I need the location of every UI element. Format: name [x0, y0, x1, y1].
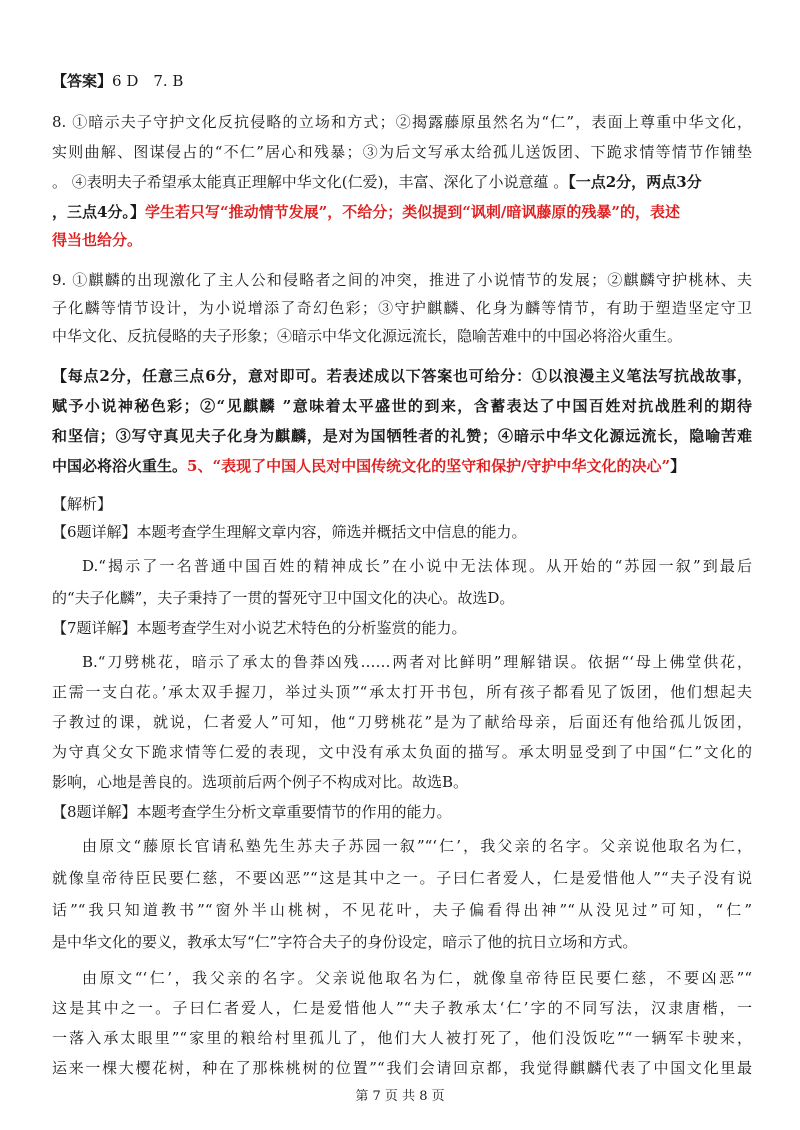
q8-detail-title: 【8题详解】本题考查学生分析文章重要情节的作用的能力。 — [52, 803, 452, 821]
score-note-line-4-text: 中国必将浴火重生。 — [52, 457, 188, 475]
answer-value: 6 D 7. B — [112, 72, 184, 90]
q9-line-1: 9. ①麒麟的出现激化了主人公和侵略者之间的冲突，推进了小说情节的发展；②麒麟守护桃林、夫 — [52, 271, 752, 289]
score-note-red: 5、“表现了中国人民对中国传统文化的坚守和保护/守护中华文化的决心” — [187, 457, 671, 475]
q7-detail-line-2: 正需一支白花。’承太双手握刀，举过头顶”“承太打开书包，所有孩子都看见了饭团，他们想起夫 — [52, 683, 752, 701]
q9-line-2: 子化麟等情节设计，为小说增添了奇幻色彩；③守护麒麟、化身为麟等情节，有助于塑造坚定守卫 — [52, 299, 752, 317]
q8-detail-p2-line-1: 由原文“‘仁’，我父亲的名字。父亲说他取名为仁，就像皇帝待臣民要仁慈，不要凶恶”“ — [82, 969, 752, 987]
q6-detail-line-2: 的“夫子化麟”，夫子秉持了一贯的誓死守卫中国文化的决心。故选D。 — [52, 589, 515, 607]
q7-detail-title: 【7题详解】本题考查学生对小说艺术特色的分析鉴赏的能力。 — [52, 619, 467, 637]
q8-detail-p1-line-2: 就像皇帝待臣民要仁慈，不要凶恶”“这是其中之一。子曰仁者爱人，仁是爱惜他人”“夫子没有说 — [52, 869, 752, 887]
q8-detail-p1-line-4: 是中华文化的要义，教承太写“仁”字符合夫子的身份设定，暗示了他的抗日立场和方式。 — [52, 933, 638, 951]
q8-line-3 — [52, 172, 752, 192]
q8-score-cont: ，三点4分。】 — [52, 203, 145, 221]
q8-red-note-end: 得当也给分。 — [52, 231, 143, 249]
score-note-close: 】 — [670, 457, 686, 475]
page-footer: 第 7 页 共 8 页 — [355, 1089, 445, 1104]
q7-detail-line-3: 子教过的课，就说，仁者爱人”可知，他“刀劈桃花”是为了献给母亲，后面还有他给孤儿饭团， — [52, 713, 752, 731]
q7-detail-line-5: 影响，心地是善良的。选项前后两个例子不构成对比。故选B。 — [52, 773, 469, 791]
score-note-line-1: 【每点2分，任意三点6分，意对即可。若表述成以下答案也可给分：①以浪漫主义笔法写抗战故事， — [52, 367, 752, 385]
q8-detail-p1-line-1: 由原文“藤原长官请私塾先生苏夫子苏园一叙”“‘仁’，我父亲的名字。父亲说他取名为仁， — [82, 837, 752, 855]
q8-line-4 — [52, 202, 752, 222]
q8-detail-p2-line-3: 一落入承太眼里”“家里的粮给村里孤儿了，他们大人被打死了，他们没饭吃”“一辆军卡驶来， — [52, 1029, 752, 1047]
answer-label: 【答案】 — [52, 72, 113, 90]
q8-detail-p1-line-3: 话”“我只知道教书”“窗外半山桃树，不见花叶，夫子偏看得出神”“从没见过”可知，“仁” — [52, 901, 752, 919]
q7-detail-line-4: 为守真父女下跪求情等仁爱的表现，文中没有承太负面的描写。承太明显受到了中国“仁”文化的 — [52, 743, 752, 761]
q8-line-2: 实则曲解、图谋侵占的“不仁”居心和残暴；③为后文写承太给孤儿送饭团、下跪求情等情节作铺垫 — [52, 143, 752, 161]
analysis-header: 【解析】 — [52, 495, 113, 513]
q8-detail-p2-line-4: 运来一棵大樱花树，种在了那株桃树的位置”“我们会请回京都，我觉得麒麟代表了中国文化里最 — [52, 1059, 752, 1077]
q8-line-3-text: 。 ④表明夫子希望承太能真正理解中华文化(仁爱)，丰富、深化了小说意蕴 。 — [52, 173, 569, 191]
answer-line — [52, 71, 752, 91]
q8-red-note: 学生若只写“推动情节发展”，不给分；类似提到“讽刺/暗讽藤原的残暴”的，表述 — [144, 203, 680, 221]
q6-detail-title: 【6题详解】本题考查学生理解文章内容，筛选并概括文中信息的能力。 — [52, 523, 527, 541]
score-note-line-4 — [52, 456, 752, 476]
q8-detail-p2-line-2: 这是其中之一。子曰仁者爱人，仁是爱惜他人”“夫子教承太‘仁’字的不同写法，汉隶唐楷，一 — [52, 999, 752, 1017]
q8-score: 【一点2分，两点3分 — [568, 173, 702, 191]
q9-line-3: 中华文化、反抗侵略的夫子形象；④暗示中华文化源远流长，隐喻苦难中的中国必将浴火重生。 — [52, 327, 683, 345]
score-note-line-2: 赋予小说神秘色彩；②“见麒麟 ”意味着太平盛世的到来，含蓄表达了中国百姓对抗战胜利的期待 — [52, 397, 752, 415]
q7-detail-line-1: B.“刀劈桃花，暗示了承太的鲁莽凶残……两者对比鲜明”理解错误。依据“‘母上佛堂供花， — [82, 653, 752, 671]
score-note-line-3: 和坚信；③写守真见夫子化身为麒麟，是对为国牺牲者的礼赞；④暗示中华文化源远流长，隐喻苦难 — [52, 427, 752, 445]
q6-detail-line-1: D.“揭示了一名普通中国百姓的精神成长”在小说中无法体现。从开始的“苏园一叙”到最后 — [82, 557, 752, 575]
q8-line-1: 8. ①暗示夫子守护文化反抗侵略的立场和方式；②揭露藤原虽然名为“仁”，表面上尊重中华文化， — [52, 113, 752, 131]
